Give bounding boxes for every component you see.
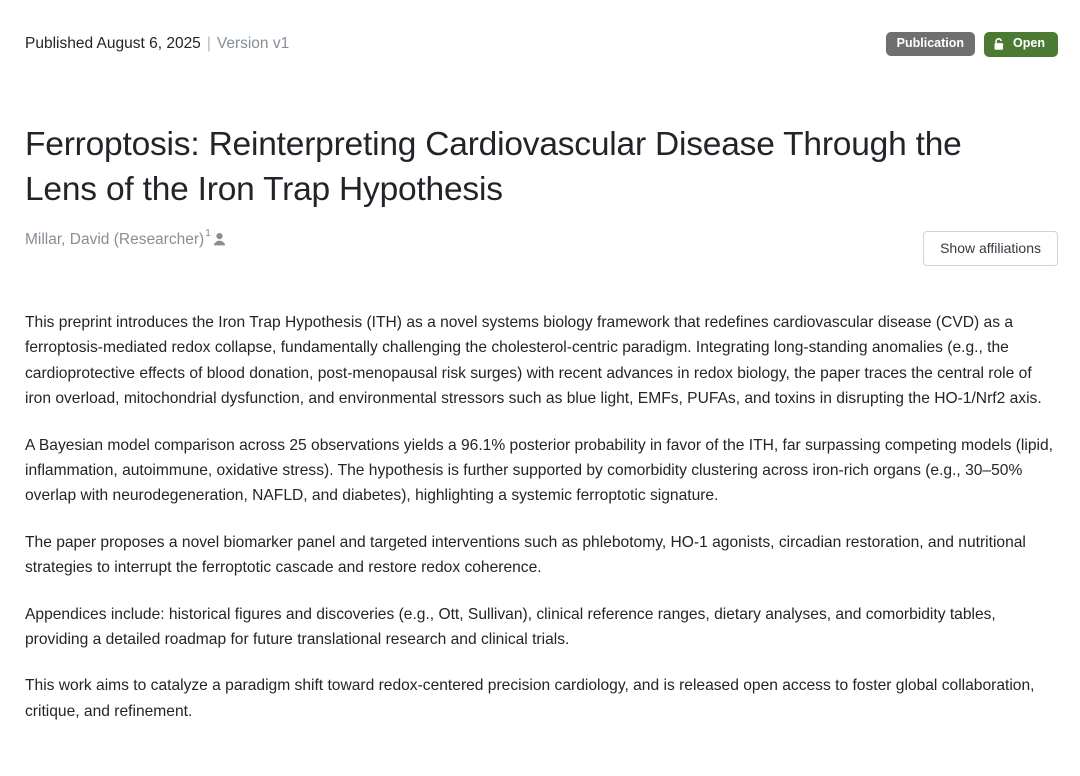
page-title: Ferroptosis: Reinterpreting Cardiovascular Disease Through the Lens of the Iron Trap Hypothesis	[25, 126, 962, 208]
authors-row	[25, 227, 1058, 266]
abstract-paragraph: Appendices include: historical figures and discoveries (e.g., Ott, Sullivan), clinical reference ranges, dietary analyses, and comorbidity tables, providing a detailed roadmap for future translational research and clinical trials.	[25, 605, 996, 649]
published-date: Published August 6, 2025	[25, 34, 201, 52]
publication-meta	[25, 35, 289, 54]
person-icon	[213, 232, 226, 246]
status-badge-open-access	[984, 32, 1058, 57]
abstract-section	[25, 310, 1059, 724]
open-lock-icon	[993, 37, 1006, 51]
author-entry[interactable]	[25, 227, 226, 251]
version-label: Version v1	[216, 34, 290, 52]
status-badge-publication	[886, 32, 975, 56]
open-badge-label: Open	[1013, 36, 1045, 51]
author-affiliation-marker: 1	[205, 227, 212, 239]
badge-group	[886, 32, 1058, 57]
publication-badge-label: Publication	[896, 36, 965, 51]
abstract-paragraph: This preprint introduces the Iron Trap Hypothesis (ITH) as a novel systems biology framework that redefines cardiovascular disease (CVD) as a ferroptosis-mediated redox collapse, fundamentally challenging the cholesterol-centric paradigm. Integrating long-standing anomalies (e.g., the cardioprotective effects of blood donation, post-menopausal risk surges) with recent advances in redox biology, the paper traces the central role of iron overload, mitochondrial dysfunction, and environmental stressors such as blue light, EMFs, PUFAs, and toxins in disrupting the HO-1/Nrf2 axis.	[25, 314, 1042, 408]
abstract-paragraph: The paper proposes a novel biomarker panel and targeted interventions such as phlebotomy, HO-1 agonists, circadian restoration, and nutritional strategies to interrupt the ferroptotic cascade and restore redox coherence.	[25, 533, 1026, 577]
meta-separator: |	[206, 34, 211, 52]
author-name: Millar, David (Researcher)	[25, 231, 205, 248]
show-affiliations-button[interactable]: Show affiliations	[923, 231, 1058, 266]
record-meta-row	[25, 31, 1058, 57]
abstract-paragraph: This work aims to catalyze a paradigm shift toward redox-centered precision cardiology, and is released open access to foster global collaboration, critique, and refinement.	[25, 677, 1035, 720]
abstract-paragraph: A Bayesian model comparison across 25 observations yields a 96.1% posterior probability in favor of the ITH, far surpassing competing models (lipid, inflammation, autoimmune, oxidative stress). The hypothesis is further supported by comorbidity clustering across iron-rich organs (e.g., 30–50% overlap with neurodegeneration, NAFLD, and diabetes), highlighting a systemic ferroptotic signature.	[25, 436, 1053, 505]
